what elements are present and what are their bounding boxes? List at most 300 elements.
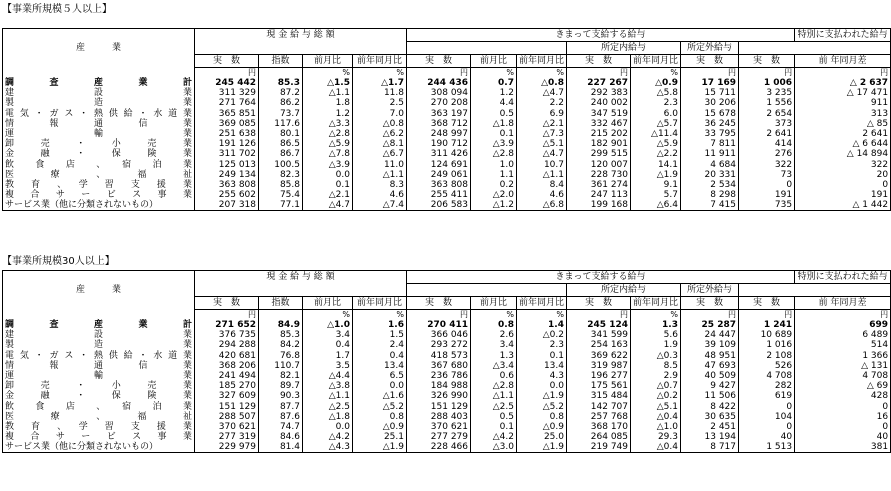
table-cell: △1.7 (353, 78, 407, 88)
table-cell: 249 061 (407, 170, 471, 180)
table-cell: 368 170 (567, 422, 631, 432)
table-cell: 20 (795, 170, 891, 180)
table-cell: 87.2 (259, 88, 303, 98)
unit-label: % (353, 68, 407, 79)
table-cell: 8 717 (681, 442, 739, 453)
table-cell: 1.7 (303, 351, 353, 361)
amount-header: 実 数 (407, 55, 471, 68)
table-cell: △6.4 (631, 200, 681, 211)
industry-name: 教 育 、 学 習 支 援 業 (3, 422, 195, 432)
table-cell: 1 556 (739, 98, 795, 108)
table-cell: 3.4 (471, 340, 517, 350)
industry-name: 卸 売 ・ 小 売 業 (3, 381, 195, 391)
table-cell: △4.7 (517, 149, 567, 159)
table-row (3, 190, 891, 200)
cash-header: 現 金 給 与 総 額 (195, 29, 407, 42)
table-cell: 87.6 (259, 412, 303, 422)
table-cell: 270 208 (407, 98, 471, 108)
table-cell: 0 (795, 180, 891, 190)
industry-name: 電気・ガス・熱供給・水道業 (3, 351, 195, 361)
table-row (3, 442, 891, 453)
table-cell: 5.7 (631, 190, 681, 200)
table-cell: △1.9 (517, 442, 567, 453)
table-cell: 276 (739, 149, 795, 159)
table-cell: 270 411 (407, 320, 471, 330)
unit-label: 円 (739, 68, 795, 79)
scheduled-header: 所定内給与 (567, 284, 681, 297)
table-cell: △2.8 (471, 149, 517, 159)
table-cell: 418 573 (407, 351, 471, 361)
table-cell: △3.9 (471, 139, 517, 149)
table-cell: △2.2 (631, 149, 681, 159)
industry-name: 製 造 業 (3, 340, 195, 350)
table-cell: 151 129 (195, 402, 259, 412)
amount-header: 実 数 (739, 55, 795, 68)
table-cell: 3.5 (303, 361, 353, 371)
cash-header: 現 金 給 与 総 額 (195, 271, 407, 284)
table-cell: 6.5 (353, 371, 407, 381)
mom-header: 前月比 (303, 297, 353, 310)
industry-name: 飲 食 店 、 宿 泊 業 (3, 402, 195, 412)
table-cell: 241 494 (195, 371, 259, 381)
table-cell: △5.2 (353, 402, 407, 412)
table-cell: △5.9 (631, 139, 681, 149)
table-cell: △ 69 (795, 381, 891, 391)
table-cell: 2.4 (353, 340, 407, 350)
table-cell: 3.4 (303, 330, 353, 340)
table-cell: △5.8 (631, 88, 681, 98)
table-cell: △1.9 (631, 170, 681, 180)
table-cell: 1.5 (353, 330, 407, 340)
table-cell: 381 (795, 442, 891, 453)
table-cell: 249 134 (195, 170, 259, 180)
table-cell: △1.0 (631, 422, 681, 432)
table-cell: △0.9 (517, 422, 567, 432)
table-row (3, 381, 891, 391)
table-cell: 87.7 (259, 402, 303, 412)
table-row (3, 129, 891, 139)
yoy-header: 前年同月比 (631, 297, 681, 310)
table-cell: 1.6 (353, 320, 407, 330)
table-cell: 15 711 (681, 88, 739, 98)
table-cell: △4.4 (303, 371, 353, 381)
table-cell: 1.4 (517, 320, 567, 330)
table-cell: △1.8 (303, 412, 353, 422)
table-cell: 2 641 (739, 129, 795, 139)
table-cell: 33 795 (681, 129, 739, 139)
table-cell: 0.0 (303, 422, 353, 432)
table-cell: 514 (795, 340, 891, 350)
table-cell: 151 129 (407, 402, 471, 412)
table-cell: △1.1 (353, 170, 407, 180)
table-cell: △1.0 (303, 320, 353, 330)
table-cell: △5.2 (517, 402, 567, 412)
table-cell: △2.8 (303, 129, 353, 139)
table-row (3, 432, 891, 442)
unit-row (3, 310, 891, 321)
table-cell: △1.9 (353, 442, 407, 453)
table-cell: 25.0 (517, 432, 567, 442)
table-row (3, 361, 891, 371)
table-cell: 196 277 (567, 371, 631, 381)
table-cell: △6.8 (517, 200, 567, 211)
yoy-header: 前年同月比 (353, 297, 407, 310)
table-cell: 619 (739, 391, 795, 401)
table-cell: 73.7 (259, 109, 303, 119)
table-cell: △0.8 (517, 78, 567, 88)
table-cell: △3.3 (303, 119, 353, 129)
table-cell: △7.8 (303, 149, 353, 159)
table-cell: 9 427 (681, 381, 739, 391)
table-cell: 4 708 (795, 371, 891, 381)
special-header: 特別に支払われた給与 (795, 29, 891, 42)
table-row (3, 98, 891, 108)
table-row (3, 391, 891, 401)
table-row (3, 180, 891, 190)
amount-header: 実 数 (567, 297, 631, 310)
unit-label: 円 (195, 310, 259, 321)
table-cell: △2.8 (471, 381, 517, 391)
table-cell: 206 583 (407, 200, 471, 211)
table-row (3, 160, 891, 170)
yoy-header: 前年同月比 (517, 55, 567, 68)
unit-label: % (517, 310, 567, 321)
table-cell: △4.2 (471, 432, 517, 442)
table-cell: 322 (739, 160, 795, 170)
amount-header: 実 数 (195, 55, 259, 68)
table-cell: 10 689 (739, 330, 795, 340)
table-cell: 11 506 (681, 391, 739, 401)
table-cell: 4.6 (353, 190, 407, 200)
table-row (3, 330, 891, 340)
regular-header: きまって支給する給与 (407, 29, 795, 42)
table-cell: 48 951 (681, 351, 739, 361)
table-cell: 2 108 (739, 351, 795, 361)
table-cell: 8 298 (681, 190, 739, 200)
industry-name: 運 輸 業 (3, 129, 195, 139)
table-cell: 20 331 (681, 170, 739, 180)
table-cell: 293 272 (407, 340, 471, 350)
table-cell: △3.4 (471, 361, 517, 371)
table-cell: 341 599 (567, 330, 631, 340)
table-cell: 292 383 (567, 88, 631, 98)
amount-header: 実 数 (681, 55, 739, 68)
table-cell: △4.2 (303, 432, 353, 442)
table-cell: 86.5 (259, 139, 303, 149)
table-cell: 1.8 (303, 98, 353, 108)
table-cell: 85.8 (259, 180, 303, 190)
table-cell: 0 (795, 422, 891, 432)
unit-label: % (631, 68, 681, 79)
table-cell: 142 707 (567, 402, 631, 412)
table-cell: 1 006 (739, 78, 795, 88)
industry-name: 電気・ガス・熱供給・水道業 (3, 109, 195, 119)
unit-label: 円 (795, 68, 891, 79)
table-cell: 191 126 (195, 139, 259, 149)
table-cell: △1.1 (303, 88, 353, 98)
table-cell: 228 466 (407, 442, 471, 453)
table-cell: 369 622 (567, 351, 631, 361)
table-cell: △0.2 (631, 391, 681, 401)
table-cell: 332 467 (567, 119, 631, 129)
table-cell: 0.1 (471, 129, 517, 139)
table-cell: 74.7 (259, 422, 303, 432)
table-cell: △3.9 (303, 160, 353, 170)
wage-table (2, 270, 891, 453)
table-cell: 326 990 (407, 391, 471, 401)
table-cell: 182 901 (567, 139, 631, 149)
yoy-diff-header: 前 年同月差 (795, 297, 891, 310)
unit-label: 円 (567, 68, 631, 79)
table-cell: 0 (739, 422, 795, 432)
table-row (3, 402, 891, 412)
unit-label: % (471, 68, 517, 79)
table-cell: 3 235 (739, 88, 795, 98)
table-cell: 319 987 (567, 361, 631, 371)
table-cell: 0.6 (471, 371, 517, 381)
table-cell: △1.8 (471, 119, 517, 129)
table-cell: 0.7 (471, 78, 517, 88)
amount-header: 実 数 (567, 55, 631, 68)
table-cell: △3.8 (303, 381, 353, 391)
wage-table (2, 28, 891, 211)
unit-row (3, 68, 891, 79)
table-cell: 5.6 (631, 330, 681, 340)
table-cell: 299 515 (567, 149, 631, 159)
industry-name: 金 融 ・ 保 険 業 (3, 391, 195, 401)
table-cell: 0.1 (471, 422, 517, 432)
table-cell: 207 318 (195, 200, 259, 211)
table-cell: 271 764 (195, 98, 259, 108)
table-cell: △1.9 (517, 391, 567, 401)
table-cell: 313 (795, 109, 891, 119)
table-cell: 13.4 (353, 361, 407, 371)
table-cell: 255 411 (407, 190, 471, 200)
scheduled-header: 所定内給与 (567, 42, 681, 55)
table-cell: 8 422 (681, 402, 739, 412)
table-cell: 14.1 (631, 160, 681, 170)
section-title: 【事業所規模30人以上】 (2, 256, 115, 267)
unit-label: 円 (681, 310, 739, 321)
table-cell: 240 002 (567, 98, 631, 108)
table-cell: 288 507 (195, 412, 259, 422)
table-cell: 370 621 (195, 422, 259, 432)
table-cell: 4.4 (471, 98, 517, 108)
table-cell: 110.7 (259, 361, 303, 371)
amount-header: 実 数 (739, 297, 795, 310)
table-cell: 7 811 (681, 139, 739, 149)
table-cell: 526 (739, 361, 795, 371)
table-cell: 247 113 (567, 190, 631, 200)
table-cell: △2.5 (471, 402, 517, 412)
table-cell: 9.1 (631, 180, 681, 190)
table-cell: 255 602 (195, 190, 259, 200)
table-cell: △0.2 (517, 330, 567, 340)
table-cell: 39 109 (681, 340, 739, 350)
table-cell: △1.1 (517, 170, 567, 180)
table-cell: 25 287 (681, 320, 739, 330)
table-cell: △6.2 (353, 129, 407, 139)
table-cell: 0.4 (303, 340, 353, 350)
unit-label: 円 (407, 68, 471, 79)
unit-label: 円 (681, 68, 739, 79)
table-row (3, 88, 891, 98)
industry-name: サービス業（他に分類されないもの） (3, 200, 195, 211)
table-cell: 311 702 (195, 149, 259, 159)
industry-name: 運 輸 業 (3, 371, 195, 381)
table-cell: 368 206 (195, 361, 259, 371)
table-cell: 82.1 (259, 371, 303, 381)
unit-label: % (353, 310, 407, 321)
table-cell: △ 17 471 (795, 88, 891, 98)
table-cell: 347 519 (567, 109, 631, 119)
table-cell: 368 712 (407, 119, 471, 129)
table-cell: 47 693 (681, 361, 739, 371)
industry-name: 情 報 通 信 業 (3, 361, 195, 371)
table-cell: 4 708 (739, 371, 795, 381)
table-cell: △ 6 644 (795, 139, 891, 149)
table-cell: 7 415 (681, 200, 739, 211)
table-cell: △6.7 (353, 149, 407, 159)
table-cell: △7.3 (517, 129, 567, 139)
table-cell: 4.3 (517, 371, 567, 381)
table-cell: 17 169 (681, 78, 739, 88)
mom-header: 前月比 (471, 55, 517, 68)
table-row (3, 170, 891, 180)
industry-name: 卸 売 ・ 小 売 業 (3, 139, 195, 149)
table-cell: 7.0 (353, 109, 407, 119)
mom-header: 前月比 (303, 55, 353, 68)
table-cell: △1.6 (353, 391, 407, 401)
table-cell: 1 513 (739, 442, 795, 453)
table-cell: 30 635 (681, 412, 739, 422)
unit-label: % (471, 310, 517, 321)
table-cell: 25.1 (353, 432, 407, 442)
yoy-header: 前年同月比 (631, 55, 681, 68)
unit-label: 円 (195, 68, 259, 79)
industry-name: 複 合 サ ー ビ ス 事 業 (3, 190, 195, 200)
table-cell: 367 680 (407, 361, 471, 371)
table-cell: 254 163 (567, 340, 631, 350)
table-cell: △8.1 (353, 139, 407, 149)
unit-label: 円 (795, 310, 891, 321)
table-cell: △7.4 (353, 200, 407, 211)
table-cell: △0.9 (631, 78, 681, 88)
table-cell: 327 609 (195, 391, 259, 401)
table-cell: 0.5 (471, 412, 517, 422)
table-row (3, 109, 891, 119)
unit-label: 円 (407, 310, 471, 321)
header-row (3, 271, 891, 284)
table-cell: 311 329 (195, 88, 259, 98)
industry-name: 建 設 業 (3, 88, 195, 98)
table-row (3, 340, 891, 350)
table-cell: 366 046 (407, 330, 471, 340)
unit-label: % (303, 68, 353, 79)
industry-name: 建 設 業 (3, 330, 195, 340)
table-cell: 373 (739, 119, 795, 129)
table-cell: 0 (795, 402, 891, 412)
unit-label: % (631, 310, 681, 321)
table-cell: △2.5 (303, 402, 353, 412)
table-cell: △0.4 (631, 412, 681, 422)
table-cell: 288 403 (407, 412, 471, 422)
table-cell: 1.2 (303, 109, 353, 119)
table-cell: 89.7 (259, 381, 303, 391)
table-cell: 271 652 (195, 320, 259, 330)
table-cell: 2 534 (681, 180, 739, 190)
table-cell: 315 484 (567, 391, 631, 401)
table-cell: △5.1 (631, 402, 681, 412)
table-row (3, 351, 891, 361)
table-cell: 0 (739, 402, 795, 412)
table-cell: 369 085 (195, 119, 259, 129)
table-cell: △0.8 (353, 119, 407, 129)
table-cell: 219 749 (567, 442, 631, 453)
table-row (3, 412, 891, 422)
table-cell: 2.2 (517, 98, 567, 108)
table-cell: 29.3 (631, 432, 681, 442)
table-cell: 100.5 (259, 160, 303, 170)
table-cell: △ 85 (795, 119, 891, 129)
table-cell: 190 712 (407, 139, 471, 149)
table-cell: △0.4 (631, 442, 681, 453)
table-cell: 264 085 (567, 432, 631, 442)
table-cell: 911 (795, 98, 891, 108)
table-row (3, 149, 891, 159)
regular-header: きまって支給する給与 (407, 271, 795, 284)
table-cell: 257 768 (567, 412, 631, 422)
table-cell: △1.1 (471, 391, 517, 401)
table-cell: 8.4 (517, 180, 567, 190)
table-cell: 248 997 (407, 129, 471, 139)
industry-name: 医 療 、 福 祉 (3, 412, 195, 422)
table-cell: 125 013 (195, 160, 259, 170)
table-cell: 82.3 (259, 170, 303, 180)
unit-label: % (303, 310, 353, 321)
table-cell: 244 436 (407, 78, 471, 88)
table-cell: 11.8 (353, 88, 407, 98)
table-cell: 0 (739, 180, 795, 190)
table-cell: △1.2 (471, 200, 517, 211)
table-cell: 370 621 (407, 422, 471, 432)
amount-header: 実 数 (681, 297, 739, 310)
table-cell: 2 654 (739, 109, 795, 119)
table-cell: 86.7 (259, 149, 303, 159)
table-cell: 73 (739, 170, 795, 180)
table-cell: 277 279 (407, 432, 471, 442)
table-cell: 228 730 (567, 170, 631, 180)
table-cell: 277 319 (195, 432, 259, 442)
table-cell: △1.5 (303, 78, 353, 88)
table-cell: △2.1 (303, 190, 353, 200)
table-cell: 77.1 (259, 200, 303, 211)
table-cell: 365 851 (195, 109, 259, 119)
table-cell: 191 (739, 190, 795, 200)
table-cell: 199 168 (567, 200, 631, 211)
table-cell: 363 808 (195, 180, 259, 190)
table-cell: 0.1 (517, 351, 567, 361)
overtime-header: 所定外給与 (681, 42, 739, 55)
table-cell: 11.0 (353, 160, 407, 170)
table-cell: 420 681 (195, 351, 259, 361)
index-header: 指数 (259, 55, 303, 68)
index-header: 指数 (259, 297, 303, 310)
table-cell: 0.8 (353, 412, 407, 422)
table-row (3, 371, 891, 381)
table-cell: 361 274 (567, 180, 631, 190)
table-cell: 699 (795, 320, 891, 330)
